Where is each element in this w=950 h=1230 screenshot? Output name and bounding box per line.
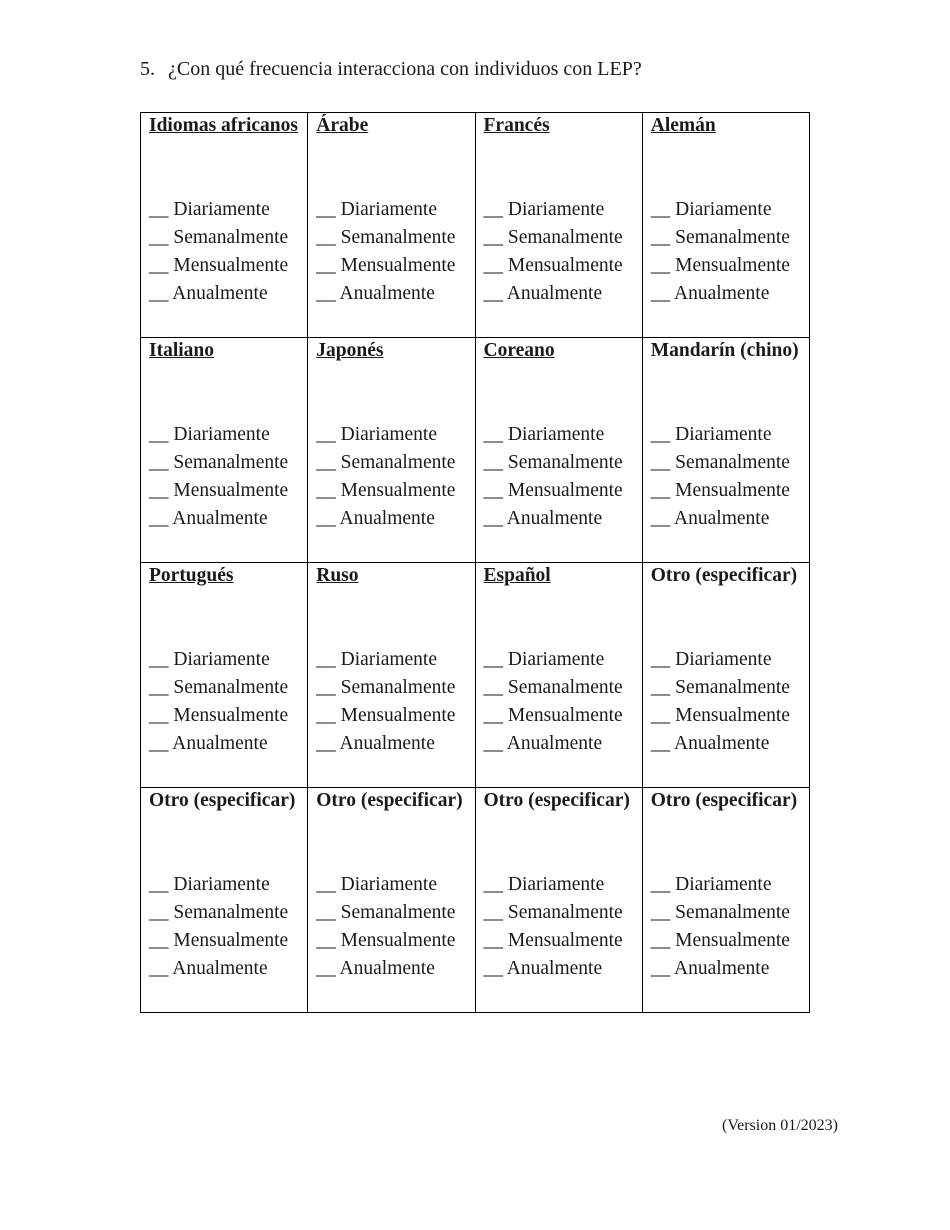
frequency-option[interactable]: __ Semanalmente: [483, 677, 623, 698]
version-footer: (Version 01/2023): [722, 1117, 838, 1134]
language-label: Otro (especificar): [316, 790, 463, 811]
language-cell: [141, 788, 308, 1013]
language-cell: [475, 563, 642, 788]
frequency-option[interactable]: __ Anualmente: [316, 283, 435, 304]
frequency-option[interactable]: __ Mensualmente: [316, 930, 456, 951]
frequency-option[interactable]: __ Mensualmente: [650, 480, 790, 501]
frequency-option[interactable]: __ Diariamente: [650, 424, 772, 445]
frequency-option[interactable]: __ Mensualmente: [483, 705, 623, 726]
language-label: Italiano: [149, 340, 215, 361]
frequency-option[interactable]: __ Diariamente: [316, 874, 437, 895]
language-label: Mandarín (chino): [650, 340, 799, 361]
frequency-option[interactable]: __ Anualmente: [316, 958, 435, 979]
frequency-option[interactable]: __ Semanalmente: [149, 452, 289, 473]
language-cell: [475, 788, 642, 1013]
frequency-option[interactable]: __ Semanalmente: [316, 452, 456, 473]
frequency-option[interactable]: __ Anualmente: [316, 733, 435, 754]
frequency-option[interactable]: __ Diariamente: [483, 424, 605, 445]
frequency-option[interactable]: __ Anualmente: [650, 283, 770, 304]
frequency-option[interactable]: __ Diariamente: [316, 199, 437, 220]
frequency-option[interactable]: __ Diariamente: [483, 874, 605, 895]
language-cell: [308, 563, 475, 788]
frequency-option[interactable]: __ Mensualmente: [483, 255, 623, 276]
frequency-option[interactable]: __ Anualmente: [316, 508, 435, 529]
frequency-options: [651, 196, 809, 308]
frequency-option[interactable]: __ Semanalmente: [149, 677, 289, 698]
language-cell: [475, 113, 642, 338]
frequency-options: [149, 196, 307, 308]
question-heading: [140, 56, 642, 82]
frequency-option[interactable]: __ Anualmente: [483, 958, 603, 979]
frequency-option[interactable]: __ Mensualmente: [149, 255, 289, 276]
language-cell: [141, 113, 308, 338]
frequency-option[interactable]: __ Semanalmente: [650, 677, 790, 698]
frequency-option[interactable]: __ Diariamente: [483, 649, 605, 670]
frequency-options: [484, 871, 642, 983]
frequency-option[interactable]: __ Diariamente: [650, 649, 772, 670]
frequency-option[interactable]: __ Diariamente: [483, 199, 605, 220]
frequency-option[interactable]: __ Semanalmente: [316, 677, 456, 698]
table-row: [141, 563, 810, 788]
frequency-option[interactable]: __ Mensualmente: [316, 480, 456, 501]
frequency-option[interactable]: __ Mensualmente: [149, 930, 289, 951]
frequency-options: [149, 421, 307, 533]
frequency-options: [149, 871, 307, 983]
language-label: Árabe: [316, 115, 369, 136]
language-cell: [308, 788, 475, 1013]
frequency-option[interactable]: __ Mensualmente: [483, 480, 623, 501]
language-cell: [642, 788, 809, 1013]
language-cell: [141, 563, 308, 788]
frequency-option[interactable]: __ Anualmente: [149, 958, 268, 979]
frequency-option[interactable]: __ Semanalmente: [483, 452, 623, 473]
frequency-option[interactable]: __ Mensualmente: [316, 705, 456, 726]
frequency-option[interactable]: __ Semanalmente: [650, 227, 790, 248]
frequency-options: [149, 646, 307, 758]
language-cell: [642, 563, 809, 788]
frequency-option[interactable]: __ Diariamente: [149, 874, 270, 895]
language-cell: [141, 338, 308, 563]
language-label: Otro (especificar): [149, 790, 296, 811]
language-cell: [642, 113, 809, 338]
frequency-option[interactable]: __ Diariamente: [149, 649, 270, 670]
frequency-option[interactable]: __ Mensualmente: [316, 255, 456, 276]
frequency-option[interactable]: __ Semanalmente: [149, 227, 289, 248]
frequency-option[interactable]: __ Semanalmente: [316, 902, 456, 923]
frequency-option[interactable]: __ Anualmente: [650, 733, 770, 754]
language-label: Otro (especificar): [650, 790, 798, 811]
frequency-options: [651, 421, 809, 533]
language-label: Español: [483, 565, 551, 586]
frequency-option[interactable]: __ Mensualmente: [149, 480, 289, 501]
language-label: Ruso: [316, 565, 359, 586]
frequency-option[interactable]: __ Anualmente: [149, 508, 268, 529]
language-label: Portugués: [149, 565, 234, 586]
frequency-option[interactable]: __ Anualmente: [650, 508, 770, 529]
frequency-option[interactable]: __ Anualmente: [483, 508, 603, 529]
frequency-options: [316, 196, 474, 308]
frequency-option[interactable]: __ Diariamente: [316, 424, 437, 445]
frequency-options: [484, 421, 642, 533]
frequency-option[interactable]: __ Semanalmente: [650, 902, 790, 923]
language-cell: [475, 338, 642, 563]
frequency-options: [316, 871, 474, 983]
frequency-option[interactable]: __ Anualmente: [149, 283, 268, 304]
frequency-option[interactable]: __ Mensualmente: [149, 705, 289, 726]
frequency-options: [484, 196, 642, 308]
language-cell: [308, 338, 475, 563]
table-row: [141, 113, 810, 338]
frequency-option[interactable]: __ Anualmente: [650, 958, 770, 979]
question-text: ¿Con qué frecuencia interacciona con individuos con LEP?: [168, 58, 642, 80]
language-label: Alemán: [650, 115, 716, 136]
language-label: Francés: [483, 115, 550, 136]
language-label: Idiomas africanos: [149, 115, 298, 136]
frequency-option[interactable]: __ Semanalmente: [650, 452, 790, 473]
frequency-option[interactable]: __ Anualmente: [483, 733, 603, 754]
frequency-option[interactable]: __ Mensualmente: [650, 705, 790, 726]
frequency-option[interactable]: __ Diariamente: [149, 424, 270, 445]
frequency-option[interactable]: __ Anualmente: [483, 283, 603, 304]
table-row: [141, 338, 810, 563]
frequency-option[interactable]: __ Diariamente: [650, 874, 772, 895]
language-cell: [308, 113, 475, 338]
frequency-option[interactable]: __ Diariamente: [149, 199, 270, 220]
frequency-options: [484, 646, 642, 758]
frequency-options: [316, 646, 474, 758]
frequency-option[interactable]: __ Semanalmente: [483, 227, 623, 248]
language-cell: [642, 338, 809, 563]
language-label: Japonés: [316, 340, 384, 361]
frequency-options: [651, 646, 809, 758]
frequency-option[interactable]: __ Diariamente: [316, 649, 437, 670]
frequency-option[interactable]: __ Semanalmente: [149, 902, 289, 923]
language-label: Otro (especificar): [650, 565, 798, 586]
language-frequency-table: [140, 112, 810, 1013]
frequency-option[interactable]: __ Mensualmente: [650, 930, 790, 951]
frequency-option[interactable]: __ Anualmente: [149, 733, 268, 754]
frequency-options: [316, 421, 474, 533]
frequency-option[interactable]: __ Semanalmente: [316, 227, 456, 248]
language-label: Otro (especificar): [483, 790, 630, 811]
frequency-option[interactable]: __ Semanalmente: [483, 902, 623, 923]
question-number: 5.: [140, 58, 155, 80]
language-label: Coreano: [483, 340, 555, 361]
frequency-option[interactable]: __ Mensualmente: [650, 255, 790, 276]
frequency-option[interactable]: __ Diariamente: [650, 199, 772, 220]
frequency-option[interactable]: __ Mensualmente: [483, 930, 623, 951]
frequency-options: [651, 871, 809, 983]
table-row: [141, 788, 810, 1013]
